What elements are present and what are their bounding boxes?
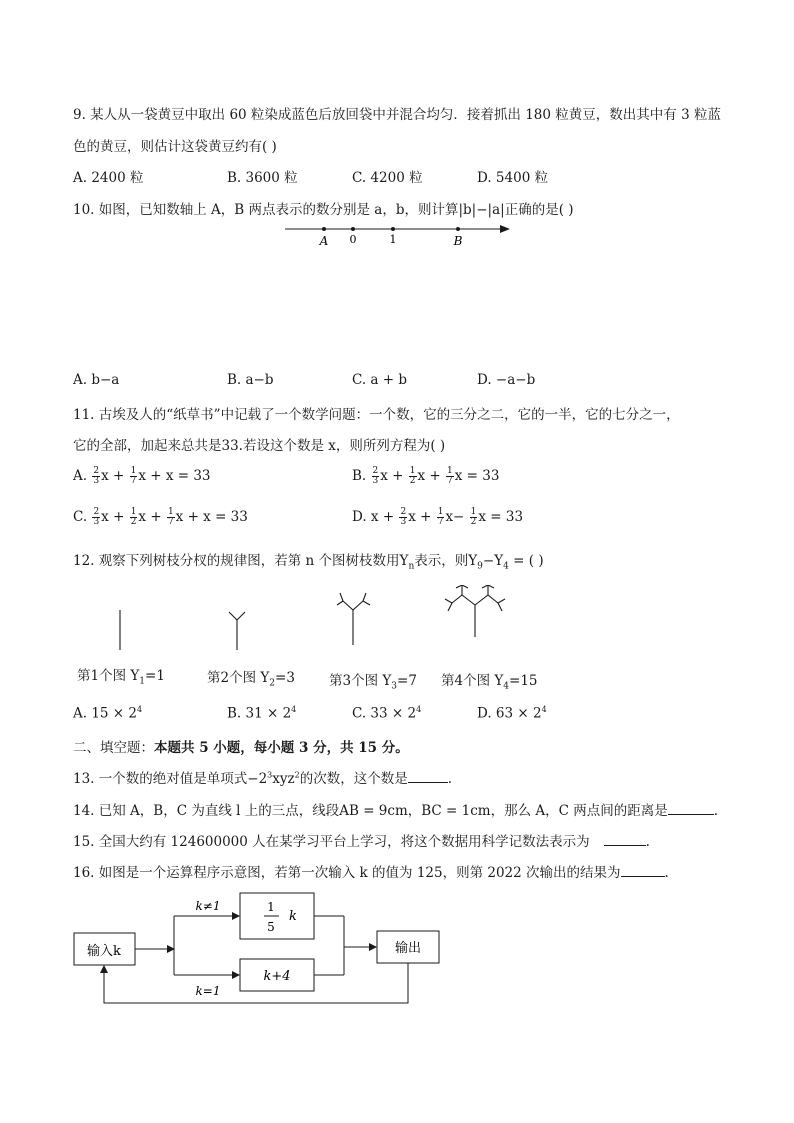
feedback-loop [104, 963, 408, 1003]
label-one: 1 [389, 233, 397, 246]
frac-two-thirds: $\frac{2}{3}$ [400, 507, 407, 527]
cond-bottom-label: k=1 [195, 984, 221, 998]
number-line [280, 218, 520, 252]
tree4-leaf [448, 603, 452, 611]
tree3-twig [363, 593, 366, 601]
frac-var: k [289, 909, 297, 924]
tree4-leaf [498, 603, 502, 611]
q9-line2: 色的黄豆，则估计这袋黄豆约有( ) [73, 139, 277, 155]
tree4-leaf [488, 585, 494, 588]
q15-answer-blank [604, 845, 646, 846]
q12-option-a: A. $15 \times 2^4$ [73, 705, 143, 722]
q10-stem: 10. 如图，已知数轴上 A，B 两点表示的数分别是 a，b，则计算|b|−|a|正确的是( ) [73, 202, 574, 218]
q11-line1: 11. 古埃及人的“纸草书”中记载了一个数学问题：一个数，它的三分之二，它的一半，它的七分之一， [73, 407, 680, 423]
frac-one-seventh: $\frac{1}{7}$ [167, 507, 174, 527]
output-label: 输出 [394, 941, 422, 956]
q10-option-a: A. b−a [73, 372, 120, 388]
frac-two-thirds: $\frac{2}{3}$ [93, 466, 100, 486]
q12-option-c: C. $33 \times 2^4$ [352, 705, 422, 722]
q9-option-c: C. 4200 粒 [352, 170, 423, 186]
tree4-twig [488, 595, 498, 603]
q9-option-d: D. 5400 粒 [477, 170, 549, 186]
plus-label: k+4 [263, 969, 291, 984]
q11-option-c: C. $\frac{2}{3}$ x + $\frac{1}{2}$ x + $\frac{1}{7}$ x + x = 33 [73, 507, 248, 527]
cond-top-label: k≠1 [195, 899, 221, 913]
q11-option-d: D. x + $\frac{2}{3}$ x + $\frac{1}{7}$ x− $\frac{1}{2}$ x = 33 [352, 507, 524, 527]
q9-option-b: B. 3600 粒 [227, 170, 298, 186]
section-title: 二、填空题：本题共 5 小题，每小题 3 分，共 15 分。 [73, 740, 409, 756]
tree2-branch-right [237, 612, 245, 620]
frac-one-seventh: $\frac{1}{7}$ [130, 466, 137, 486]
tree3-caption: 第3个图 $Y_3=7$ [329, 673, 417, 692]
q11-line2: 它的全部，加起来总共是33.若设这个数是 x，则所列方程为( ) [73, 438, 446, 454]
tree4-twig [452, 595, 462, 603]
tree4-leaf [456, 585, 462, 588]
q14-answer-blank [668, 814, 714, 815]
q14: 14. 已知 A，B，C 为直线 l 上的三点，线段AB = 9cm，BC = 1cm，那么 A，C 两点间的距离是 . [73, 803, 719, 819]
point-a [322, 227, 326, 231]
frac-two-thirds: $\frac{2}{3}$ [93, 507, 100, 527]
q11-option-b: B. $\frac{2}{3}$ x + $\frac{1}{2}$ x + $\frac{1}{7}$ x = 33 [352, 466, 500, 486]
q16: 16. 如图是一个运算程序示意图，若第一次输入 k 的值为 125，则第 2022 次输出的结果为 . [73, 865, 669, 881]
q12-option-d: D. $63 \times 2^4$ [477, 705, 547, 722]
point-one [391, 227, 395, 231]
point-zero [351, 227, 355, 231]
q10-option-d: D. −a−b [477, 372, 536, 388]
q9-line1: 9. 某人从一袋黄豆中取出 60 粒染成蓝色后放回袋中并混合均匀．接着抓出 180 粒黄豆，数出其中有 3 粒蓝 [73, 107, 721, 123]
q16-answer-blank [621, 876, 665, 877]
q10-option-b: B. a−b [227, 372, 274, 388]
tree4-branch-right [475, 595, 488, 605]
q12-option-b: B. $31 \times 2^4$ [227, 705, 297, 722]
number-line-arrow [500, 225, 510, 233]
frac-one-half: $\frac{1}{2}$ [470, 507, 477, 527]
tree2-branch-left [229, 612, 237, 620]
q9-option-a: A. 2400 粒 [73, 170, 144, 186]
frac-one-half: $\frac{1}{2}$ [130, 507, 137, 527]
tree4-leaf [462, 585, 468, 588]
tree4-branch-left [462, 595, 475, 605]
q11-option-a: A. $\frac{2}{3}$ x + $\frac{1}{7}$ x + x = 33 [73, 466, 211, 486]
tree4-leaf [498, 599, 505, 603]
tree3-twig [337, 601, 343, 605]
input-label: 输入k [87, 944, 121, 959]
frac-den: 5 [267, 920, 275, 934]
tree4-caption: 第4个图 $Y_4=15$ [441, 673, 538, 692]
frac-one-seventh: $\frac{1}{7}$ [447, 466, 453, 486]
q13-answer-blank [408, 782, 448, 783]
frac-one-half: $\frac{1}{2}$ [409, 466, 416, 486]
tree3-branch-right [353, 601, 363, 610]
tree4-leaf [445, 599, 452, 603]
tree3-twig [363, 601, 370, 605]
tree3-branch-left [343, 601, 353, 610]
tree-figures [100, 585, 520, 655]
q12-stem: 12. 观察下列树枝分杈的规律图，若第 n 个图树枝数用$Y_n$表示，则$Y_9-Y_4$ = ( ) [73, 553, 544, 572]
tree1-caption: 第1个图 $Y_1=1$ [77, 668, 165, 687]
flowchart [70, 885, 450, 1010]
q10-option-c: C. a + b [352, 372, 408, 388]
label-zero: 0 [349, 233, 357, 246]
tree2-caption: 第2个图 $Y_2=3$ [207, 670, 295, 689]
tree3-twig [340, 593, 343, 601]
q13: 13. 一个数的绝对值是单项式$-2^3xyz^2$的次数，这个数是 . [73, 770, 453, 787]
point-b [456, 227, 460, 231]
frac-two-thirds: $\frac{2}{3}$ [372, 466, 379, 486]
label-a: A [319, 234, 329, 248]
label-b: B [453, 234, 463, 248]
q15: 15. 全国大约有 124600000 人在某学习平台上学习，将这个数据用科学记数法表示为 . [73, 834, 650, 850]
tree4-leaf [482, 585, 488, 588]
frac-one-seventh: $\frac{1}{7}$ [437, 507, 444, 527]
frac-num: 1 [267, 900, 275, 914]
